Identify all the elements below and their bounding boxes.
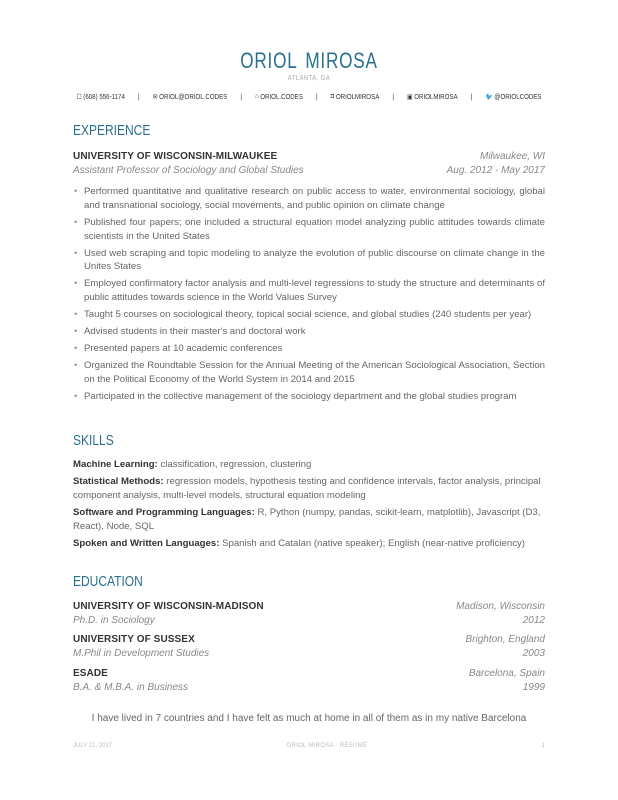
footer-title: ORIOL MIROSA · RÉSUMÉ bbox=[286, 743, 368, 749]
contact-bar bbox=[56, 92, 563, 101]
page-footer bbox=[73, 743, 545, 749]
bullet-icon: • bbox=[74, 247, 78, 259]
section-title-education: EDUCATION bbox=[73, 573, 143, 590]
education-org: UNIVERSITY OF WISCONSIN-MADISON bbox=[73, 601, 264, 612]
separator: | bbox=[137, 92, 140, 101]
education-org: ESADE bbox=[73, 668, 108, 679]
education-degree: M.Phil in Development Studies bbox=[73, 648, 210, 659]
education-degree: Ph.D. in Sociology bbox=[73, 615, 155, 626]
education-subheading bbox=[73, 648, 545, 659]
education-heading bbox=[73, 634, 545, 645]
linkedin-icon: ▣ bbox=[407, 93, 413, 101]
experience-heading bbox=[73, 151, 545, 162]
experience-bullets bbox=[73, 185, 545, 407]
list-item: • Taught 5 courses on sociological theory, topical social science, and global studies (240 students per year) bbox=[74, 309, 532, 321]
experience-dates: Aug. 2012 - May 2017 bbox=[446, 165, 545, 176]
skill-row bbox=[73, 537, 545, 551]
bullet-icon: • bbox=[74, 391, 78, 403]
skill-row bbox=[73, 506, 545, 533]
experience-location: Milwaukee, WI bbox=[479, 151, 545, 162]
skill-text: R, Python (numpy, pandas, scikit-learn, matplotlib), Javascript (D3, React), Node, SQL bbox=[73, 507, 541, 532]
education-location: Madison, Wisconsin bbox=[456, 601, 545, 612]
list-item: • Performed quantitative and qualitative research on public access to water, environmental sociology, global and transnational sociology, social movements, and public opinion on climate change bbox=[74, 186, 545, 211]
education-org: UNIVERSITY OF SUSSEX bbox=[73, 634, 195, 645]
section-title-experience: EXPERIENCE bbox=[73, 122, 151, 139]
education-heading bbox=[73, 668, 545, 679]
bullet-icon: • bbox=[74, 343, 78, 355]
section-title-skills: SKILLS bbox=[73, 432, 114, 449]
bullet-icon: • bbox=[74, 186, 78, 197]
separator: | bbox=[470, 92, 473, 101]
bullet-icon: • bbox=[74, 216, 78, 228]
footer-date: JULY 21, 2017 bbox=[73, 743, 113, 749]
phone-icon: ☐ bbox=[76, 93, 82, 101]
first-name: ORIOL bbox=[240, 48, 298, 73]
contact-phone[interactable]: ☐ (608) 556-1174 bbox=[76, 92, 125, 101]
education-year: 2012 bbox=[522, 615, 545, 626]
email-icon: ✉ bbox=[152, 93, 158, 101]
education-subheading bbox=[73, 615, 545, 626]
location: ATLANTA, GA bbox=[287, 75, 331, 82]
skill-text: classification, regression, clustering bbox=[160, 459, 312, 470]
list-item: • Presented papers at 10 academic conferences bbox=[74, 343, 283, 355]
skill-category: Statistical Methods: bbox=[73, 476, 164, 487]
education-subheading bbox=[73, 682, 545, 693]
home-icon: ⌂ bbox=[255, 93, 259, 100]
experience-subheading bbox=[73, 165, 545, 176]
skill-text: regression models, hypothesis testing and confidence intervals, factor analysis, principal component analysis, multi-level models, structural equation modeling bbox=[73, 476, 541, 501]
education-location: Barcelona, Spain bbox=[468, 668, 545, 679]
bullet-icon: • bbox=[74, 278, 78, 290]
experience-org: UNIVERSITY OF WISCONSIN-MILWAUKEE bbox=[73, 151, 278, 162]
education-degree: B.A. & M.B.A. in Business bbox=[73, 682, 189, 693]
skill-row bbox=[73, 458, 545, 472]
contact-twitter[interactable]: 🐦 @ORIOLCODES bbox=[485, 92, 542, 101]
education-year: 1999 bbox=[522, 682, 545, 693]
separator: | bbox=[392, 92, 395, 101]
separator: | bbox=[240, 92, 242, 101]
contact-github[interactable]: ◘ ORIOLMIROSA bbox=[330, 92, 380, 101]
education-heading bbox=[73, 601, 545, 612]
contact-linkedin[interactable]: ▣ ORIOLMIROSA bbox=[407, 92, 458, 101]
list-item: • Advised students in their master's and doctoral work bbox=[74, 326, 306, 338]
skill-row bbox=[73, 475, 545, 502]
list-item: • Published four papers; one included a structural equation model analyzing public attitudes towards climate scientists in the United States bbox=[74, 216, 545, 242]
list-item: • Employed confirmatory factor analysis and multi-level regressions to study the structure and determinants of public attitudes towards science in the World Values Survey bbox=[74, 278, 545, 304]
github-icon: ◘ bbox=[330, 93, 335, 100]
last-name: MIROSA bbox=[305, 48, 378, 73]
education-location: Brighton, England bbox=[465, 634, 545, 645]
contact-email[interactable]: ✉ ORIOL@ORIOL.CODES bbox=[152, 92, 228, 101]
education-year: 2003 bbox=[522, 648, 545, 659]
resume-name bbox=[68, 48, 550, 74]
list-item: • Participated in the collective management of the sociology department and the global studies program bbox=[74, 391, 517, 403]
skill-category: Machine Learning: bbox=[73, 459, 158, 470]
bullet-icon: • bbox=[74, 360, 78, 372]
separator: | bbox=[316, 92, 318, 101]
twitter-icon: 🐦 bbox=[485, 93, 493, 101]
skill-text: Spanish and Catalan (native speaker); English (near-native proficiency) bbox=[222, 538, 525, 549]
list-item: • Used web scraping and topic modeling to analyze the evolution of public discourse on climate change in the Unites States bbox=[74, 247, 545, 273]
skill-category: Software and Programming Languages: bbox=[73, 507, 255, 518]
list-item: • Organized the Roundtable Session for the Annual Meeting of the American Sociological Association, Section on the Political Economy of the World System in 2014 and 2015 bbox=[74, 360, 545, 386]
experience-role: Assistant Professor of Sociology and Global Studies bbox=[73, 165, 304, 176]
quote: I have lived in 7 countries and I have felt as much at home in all of them as in my native Barcelona bbox=[91, 713, 527, 724]
skill-category: Spoken and Written Languages: bbox=[73, 538, 220, 549]
bullet-icon: • bbox=[74, 326, 78, 338]
contact-website[interactable]: ⌂ ORIOL.CODES bbox=[255, 92, 303, 101]
bullet-icon: • bbox=[74, 309, 78, 321]
page-number: 1 bbox=[541, 743, 545, 749]
